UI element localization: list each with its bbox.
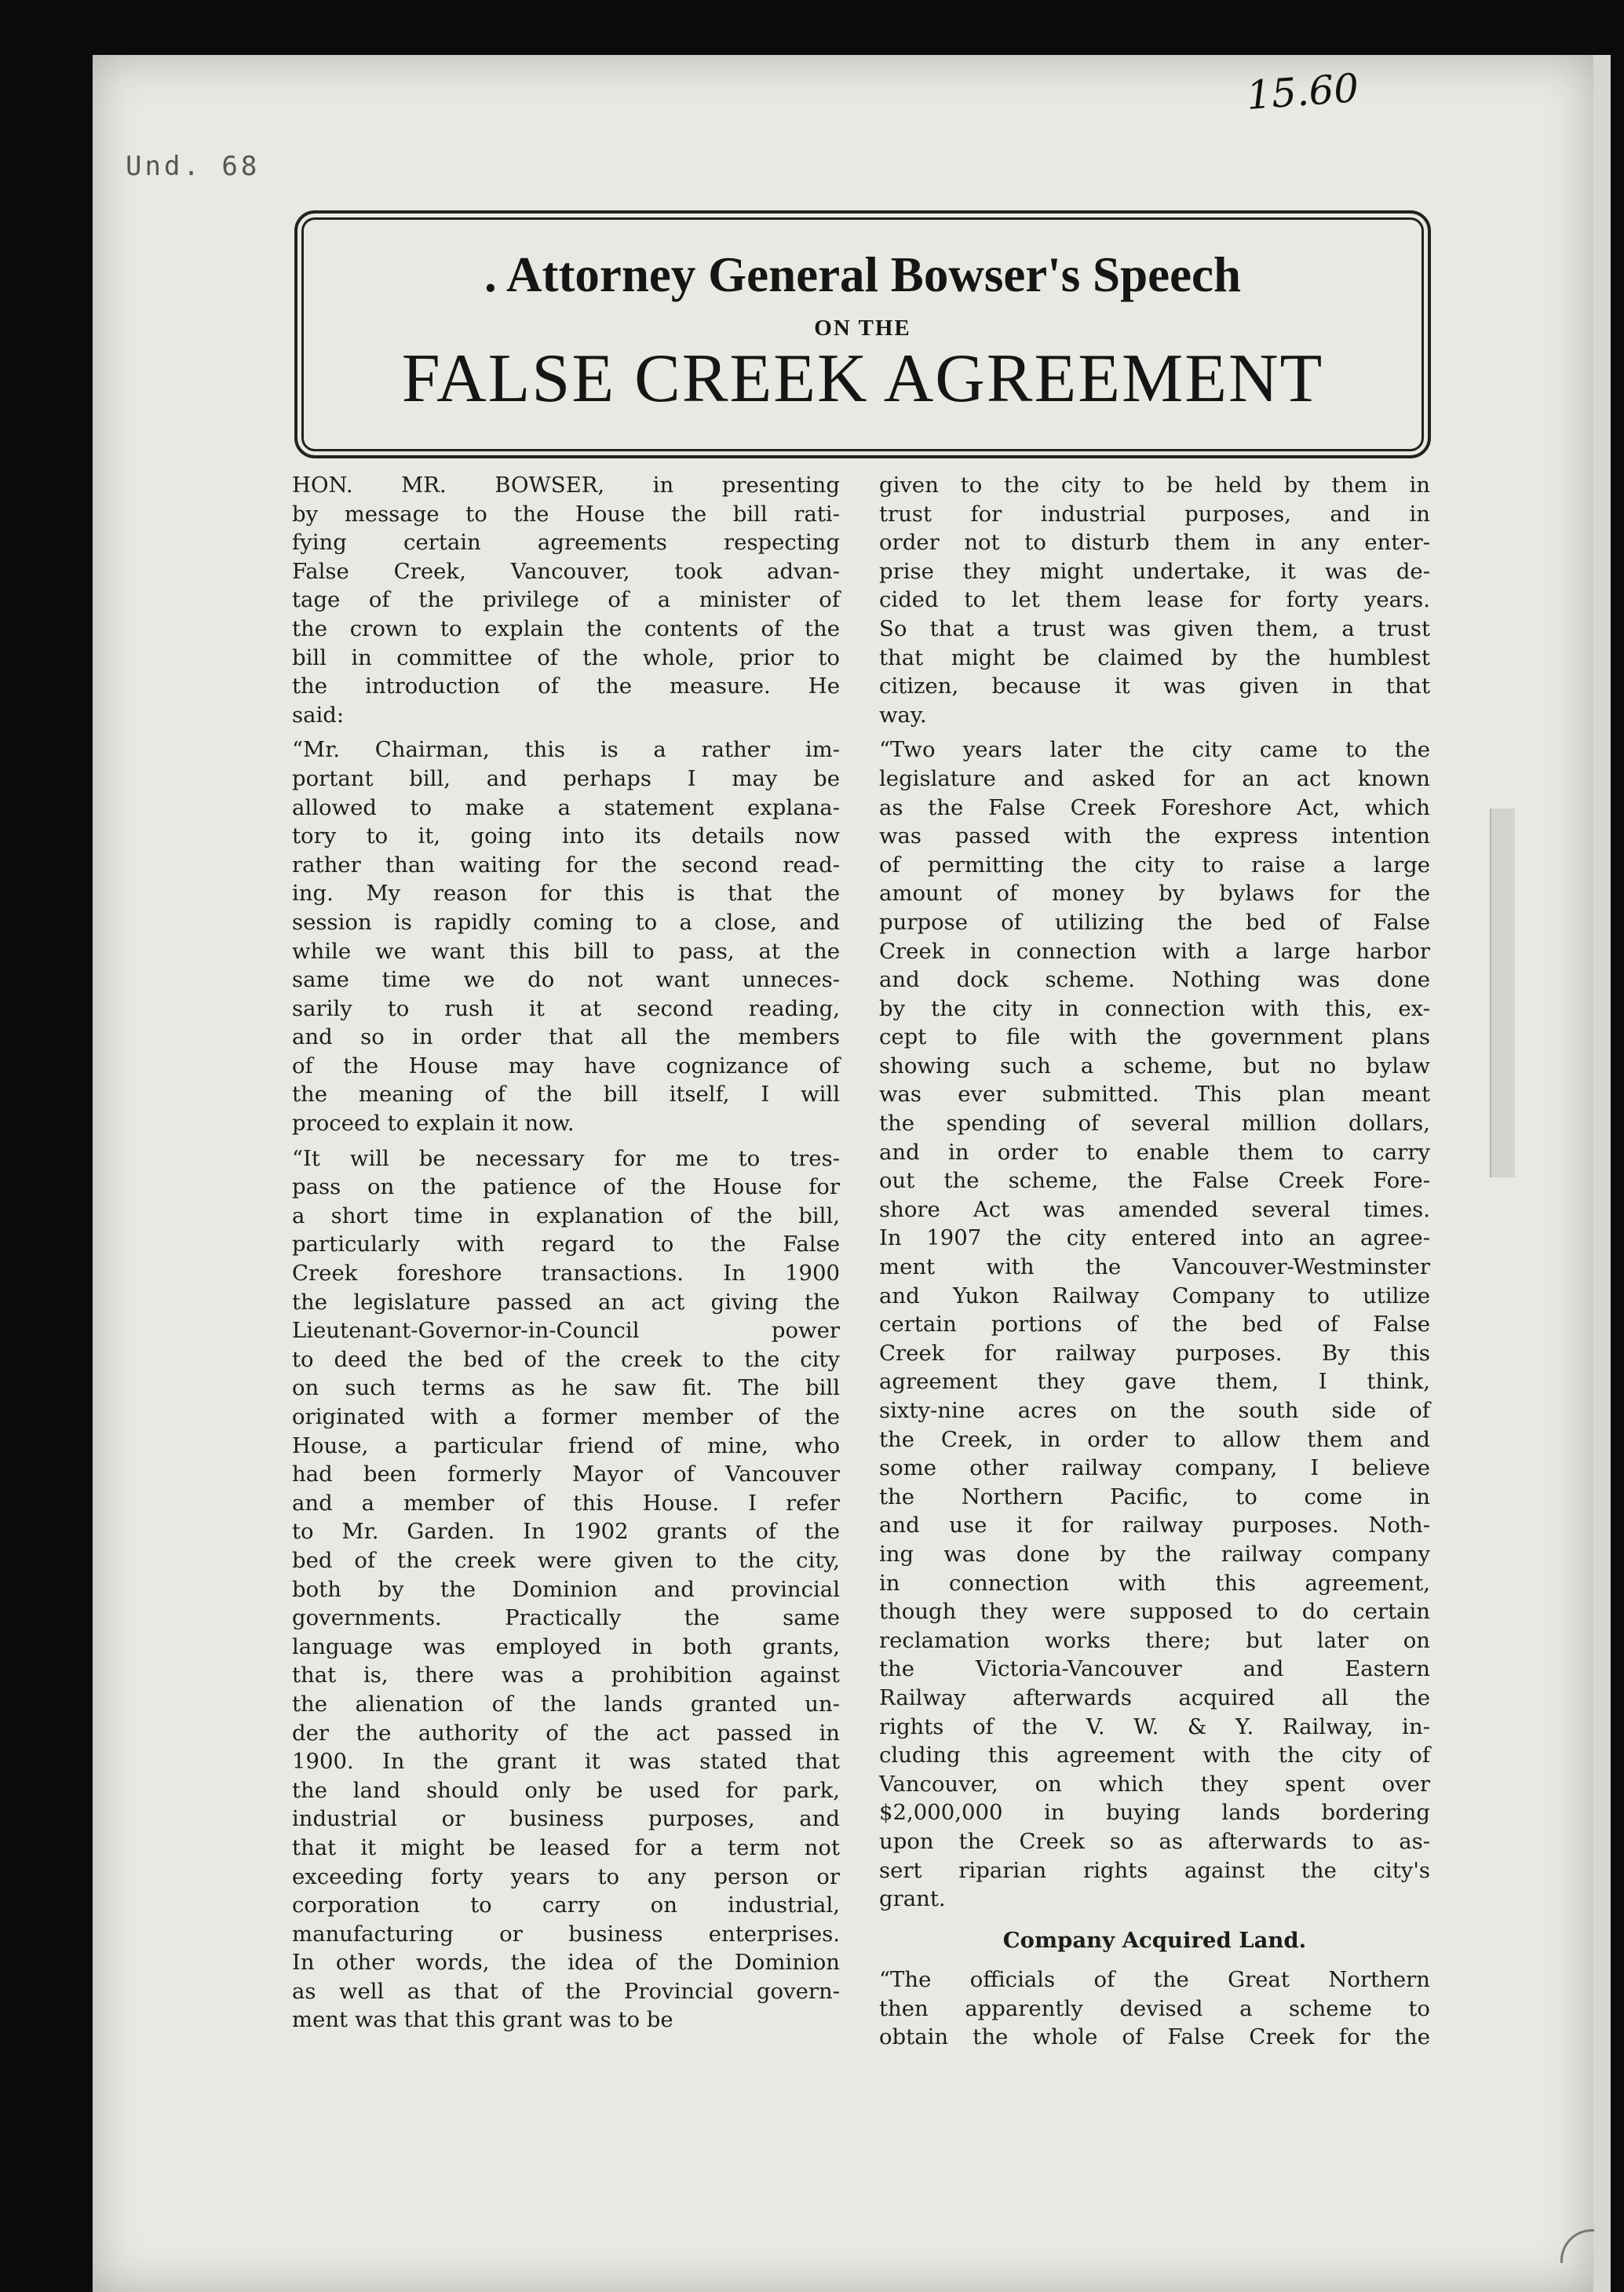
text-line: portant bill, and perhaps I may be: [292, 765, 840, 791]
text-line: then apparently devised a scheme to: [879, 1995, 1430, 2021]
left-column: [292, 471, 840, 2041]
paragraph: [292, 735, 840, 1137]
text-line: “The officials of the Great Northern: [879, 1967, 1430, 1993]
archive-stamp: Und. 68: [126, 151, 261, 182]
text-line: $2,000,000 in buying lands bordering: [879, 1800, 1430, 1826]
text-line: and use it for railway purposes. Noth-: [879, 1513, 1430, 1538]
paragraph: [879, 471, 1430, 729]
text-line: agreement they gave them, I think,: [879, 1369, 1430, 1395]
text-line: obtain the whole of False Creek for the: [879, 2024, 1430, 2050]
text-line: given to the city to be held by them in: [879, 473, 1430, 498]
text-line: a short time in explanation of the bill,: [292, 1203, 840, 1228]
text-line: as well as that of the Provincial govern-: [292, 1978, 840, 2004]
text-line: shore Act was amended several times.: [879, 1196, 1430, 1222]
text-line: and so in order that all the members: [292, 1024, 840, 1050]
text-line: cided to let them lease for forty years.: [879, 587, 1430, 613]
text-line: same time we do not want unneces-: [292, 967, 840, 993]
text-line: pass on the patience of the House for: [292, 1174, 840, 1200]
text-line: bill in committee of the whole, prior to: [292, 644, 840, 670]
text-line: language was employed in both grants,: [292, 1633, 840, 1659]
text-line: Creek for railway purposes. By this: [879, 1340, 1430, 1366]
text-line: prise they might undertake, it was de-: [879, 558, 1430, 584]
text-line: particularly with regard to the False: [292, 1232, 840, 1257]
text-line: the crown to explain the contents of the: [292, 615, 840, 641]
text-line: the land should only be used for park,: [292, 1777, 840, 1803]
text-line: cluding this agreement with the city of: [879, 1743, 1430, 1768]
text-line: tage of the privilege of a minister of: [292, 587, 840, 613]
text-line: Creek foreshore transactions. In 1900: [292, 1261, 840, 1287]
text-line: to Mr. Garden. In 1902 grants of the: [292, 1519, 840, 1545]
paragraph: [292, 471, 840, 729]
text-line: rather than waiting for the second read-: [292, 852, 840, 878]
text-line: Vancouver, on which they spent over: [879, 1771, 1430, 1797]
title-line-3: FALSE CREEK AGREEMENT: [401, 341, 1324, 417]
text-line: was ever submitted. This plan meant: [879, 1082, 1430, 1108]
text-line: certain portions of the bed of False: [879, 1312, 1430, 1338]
text-line: So that a trust was given them, a trust: [879, 615, 1430, 641]
text-line: order not to disturb them in any enter-: [879, 530, 1430, 556]
text-line: had been formerly Mayor of Vancouver: [292, 1462, 840, 1487]
title-box: [294, 210, 1431, 458]
text-line: of permitting the city to raise a large: [879, 852, 1430, 878]
text-line: though they were supposed to do certain: [879, 1599, 1430, 1625]
text-line: the alienation of the lands granted un-: [292, 1691, 840, 1717]
text-line: ing was done by the railway company: [879, 1541, 1430, 1567]
title-line-1: . Attorney General Bowser's Speech: [484, 247, 1242, 302]
text-line: HON. MR. BOWSER, in presenting: [292, 473, 840, 498]
text-line: In other words, the idea of the Dominion: [292, 1950, 840, 1976]
text-line: was passed with the express intention: [879, 823, 1430, 849]
text-line: “Mr. Chairman, this is a rather im-: [292, 737, 840, 763]
text-line: upon the Creek so as afterwards to as-: [879, 1828, 1430, 1854]
text-line: the spending of several million dollars,: [879, 1111, 1430, 1137]
text-line: sert riparian rights against the city's: [879, 1857, 1430, 1883]
text-line: some other railway company, I believe: [879, 1455, 1430, 1481]
text-line: said:: [292, 702, 345, 728]
text-line: trust for industrial purposes, and in: [879, 501, 1430, 527]
text-line: False Creek, Vancouver, took advan-: [292, 558, 840, 584]
text-line: on such terms as he saw fit. The bill: [292, 1375, 840, 1401]
text-line: proceed to explain it now.: [292, 1111, 575, 1137]
text-line: of the House may have cognizance of: [292, 1053, 840, 1078]
text-line: industrial or business purposes, and: [292, 1806, 840, 1832]
text-line: ing. My reason for this is that the: [292, 881, 840, 907]
text-line: exceeding forty years to any person or: [292, 1863, 840, 1889]
paragraph: [879, 735, 1430, 1913]
text-line: that might be claimed by the humblest: [879, 644, 1430, 670]
text-line: and dock scheme. Nothing was done: [879, 967, 1430, 993]
text-line: the legislature passed an act giving the: [292, 1289, 840, 1315]
text-line: cept to file with the government plans: [879, 1024, 1430, 1050]
text-line: legislature and asked for an act known: [879, 765, 1430, 791]
text-line: manufacturing or business enterprises.: [292, 1921, 840, 1947]
text-line: grant.: [879, 1886, 946, 1912]
text-line: to deed the bed of the creek to the city: [292, 1346, 840, 1372]
text-line: purpose of utilizing the bed of False: [879, 909, 1430, 935]
text-line: Railway afterwards acquired all the: [879, 1684, 1430, 1710]
text-line: “It will be necessary for me to tres-: [292, 1145, 840, 1171]
text-line: both by the Dominion and provincial: [292, 1576, 840, 1602]
text-line: ment with the Vancouver-Westminster: [879, 1254, 1430, 1280]
text-line: out the scheme, the False Creek Fore-: [879, 1168, 1430, 1194]
text-line: sarily to rush it at second reading,: [292, 995, 840, 1021]
handwritten-number: 15.60: [1245, 65, 1360, 119]
text-line: showing such a scheme, but no bylaw: [879, 1053, 1430, 1078]
paragraph: [292, 1144, 840, 2035]
text-line: the Northern Pacific, to come in: [879, 1484, 1430, 1509]
text-line: “Two years later the city came to the: [879, 737, 1430, 763]
text-line: tory to it, going into its details now: [292, 823, 840, 849]
text-line: originated with a former member of the: [292, 1404, 840, 1429]
text-line: corporation to carry on industrial,: [292, 1892, 840, 1918]
text-line: as the False Creek Foreshore Act, which: [879, 794, 1430, 820]
text-line: Creek in connection with a large harbor: [879, 938, 1430, 964]
text-line: and Yukon Railway Company to utilize: [879, 1283, 1430, 1308]
text-line: citizen, because it was given in that: [879, 673, 1430, 699]
text-line: governments. Practically the same: [292, 1605, 840, 1631]
text-line: rights of the V. W. & Y. Railway, in-: [879, 1714, 1430, 1739]
text-line: the Victoria-Vancouver and Eastern: [879, 1656, 1430, 1682]
text-line: sixty-nine acres on the south side of: [879, 1398, 1430, 1423]
text-line: that is, there was a prohibition against: [292, 1662, 840, 1688]
text-line: in connection with this agreement,: [879, 1570, 1430, 1596]
text-line: der the authority of the act passed in: [292, 1720, 840, 1746]
subheading: Company Acquired Land.: [1002, 1927, 1307, 1953]
text-line: by the city in connection with this, ex-: [879, 995, 1430, 1021]
text-line: amount of money by bylaws for the: [879, 881, 1430, 907]
text-line: and in order to enable them to carry: [879, 1139, 1430, 1165]
text-line: session is rapidly coming to a close, and: [292, 909, 840, 935]
text-line: allowed to make a statement explana-: [292, 794, 840, 820]
page-tab: [1490, 808, 1515, 1177]
text-line: Lieutenant-Governor-in-Council power: [292, 1318, 840, 1344]
text-line: reclamation works there; but later on: [879, 1627, 1430, 1653]
text-line: by message to the House the bill rati-: [292, 501, 840, 527]
text-line: House, a particular friend of mine, who: [292, 1432, 840, 1458]
text-line: ment was that this grant was to be: [292, 2007, 673, 2033]
text-line: while we want this bill to pass, at the: [292, 938, 840, 964]
text-line: way.: [879, 702, 927, 728]
text-line: the Creek, in order to allow them and: [879, 1426, 1430, 1452]
text-line: the introduction of the measure. He: [292, 673, 840, 699]
text-line: and a member of this House. I refer: [292, 1490, 840, 1516]
right-column: [879, 471, 1430, 2058]
title-line-2: ON THE: [814, 316, 911, 341]
text-line: bed of the creek were given to the city,: [292, 1547, 840, 1573]
text-line: fying certain agreements respecting: [292, 530, 840, 556]
page-edge: [1593, 55, 1611, 2292]
text-line: the meaning of the bill itself, I will: [292, 1082, 840, 1108]
text-line: that it might be leased for a term not: [292, 1834, 840, 1860]
text-line: In 1907 the city entered into an agree-: [879, 1225, 1430, 1251]
paragraph: [879, 1965, 1430, 2052]
text-line: 1900. In the grant it was stated that: [292, 1749, 840, 1775]
